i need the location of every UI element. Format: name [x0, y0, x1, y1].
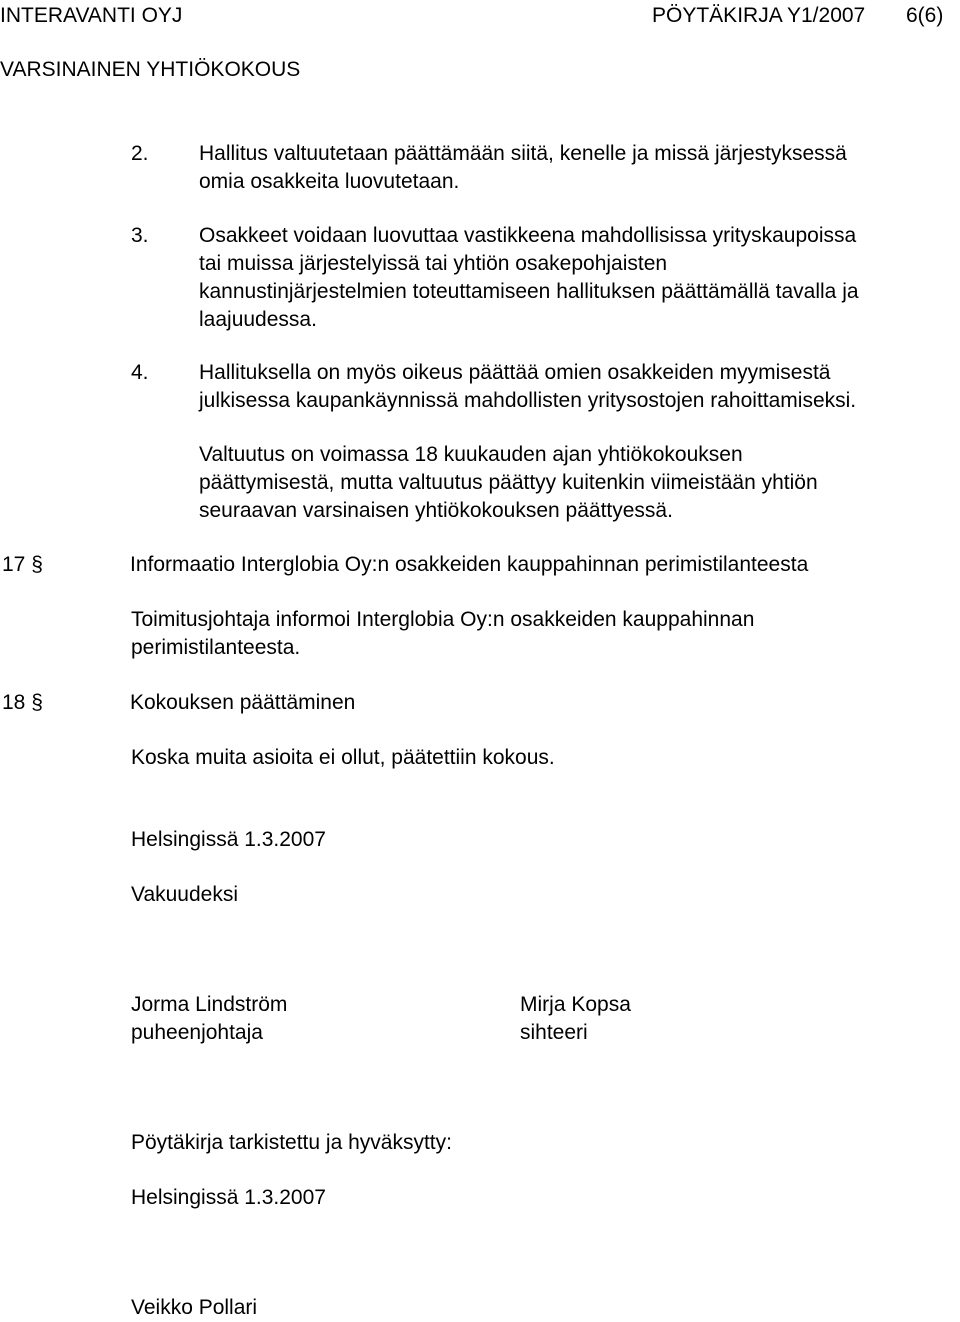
- text-line: seuraavan varsinaisen yhtiökokouksen päättyessä.: [199, 499, 673, 522]
- place-date: Helsingissä 1.3.2007: [131, 828, 326, 851]
- section-title: Kokouksen päättäminen: [130, 691, 356, 714]
- page-number: 6(6): [906, 4, 944, 27]
- signatory-role: sihteeri: [520, 1021, 588, 1044]
- list-item-text: [199, 359, 856, 415]
- text-line: Koska muita asioita ei ollut, päätettiin kokous.: [131, 746, 555, 769]
- list-item-text: [199, 140, 847, 196]
- text-line: päättymisestä, mutta valtuutus päättyy kuitenkin viimeistään yhtiön: [199, 471, 818, 494]
- section-body: [131, 606, 754, 662]
- item-number: 3.: [131, 224, 149, 247]
- text-line: kannustinjärjestelmien toteuttamiseen hallituksen päättämällä tavalla ja: [199, 280, 859, 303]
- text-line: laajuudessa.: [199, 308, 317, 331]
- section-title: Informaatio Interglobia Oy:n osakkeiden kauppahinnan perimistilanteesta: [130, 553, 809, 576]
- text-line: tai muissa järjestelyissä tai yhtiön osakepohjaisten: [199, 252, 668, 275]
- text-line: Hallitus valtuutetaan päättämään siitä, kenelle ja missä järjestyksessä: [199, 142, 847, 165]
- attestation: Vakuudeksi: [131, 883, 239, 906]
- text-line: Toimitusjohtaja informoi Interglobia Oy:n osakkeiden kauppahinnan: [131, 608, 755, 631]
- text-line: Valtuutus on voimassa 18 kuukauden ajan yhtiökokouksen: [199, 443, 743, 466]
- text-line: omia osakkeita luovutetaan.: [199, 170, 460, 193]
- meeting-type: VARSINAINEN YHTIÖKOKOUS: [0, 58, 301, 81]
- verifier-name: Veikko Pollari: [131, 1296, 258, 1319]
- text-line: Hallituksella on myös oikeus päättää omien osakkeiden myymisestä: [199, 361, 831, 384]
- company-name: INTERAVANTI OYJ: [0, 4, 183, 27]
- item-number: 4.: [131, 361, 149, 384]
- validity-paragraph: [199, 441, 818, 525]
- section-number: 18 §: [2, 691, 43, 714]
- text-line: Osakkeet voidaan luovuttaa vastikkeena mahdollisissa yrityskaupoissa: [199, 224, 857, 247]
- section-number: 17 §: [2, 553, 43, 576]
- verification-place-date: Helsingissä 1.3.2007: [131, 1186, 326, 1209]
- item-number: 2.: [131, 142, 149, 165]
- text-line: perimistilanteesta.: [131, 636, 301, 659]
- list-item-text: [199, 222, 859, 334]
- signatory-role: puheenjohtaja: [131, 1021, 263, 1044]
- signatory-name: Jorma Lindström: [131, 993, 288, 1016]
- text-line: julkisessa kaupankäynnissä mahdollisten yritysostojen rahoittamiseksi.: [199, 389, 857, 412]
- document-id: PÖYTÄKIRJA Y1/2007: [652, 4, 866, 27]
- section-body: [131, 744, 555, 772]
- signatory-name: Mirja Kopsa: [520, 993, 631, 1016]
- verification-statement: Pöytäkirja tarkistettu ja hyväksytty:: [131, 1131, 452, 1154]
